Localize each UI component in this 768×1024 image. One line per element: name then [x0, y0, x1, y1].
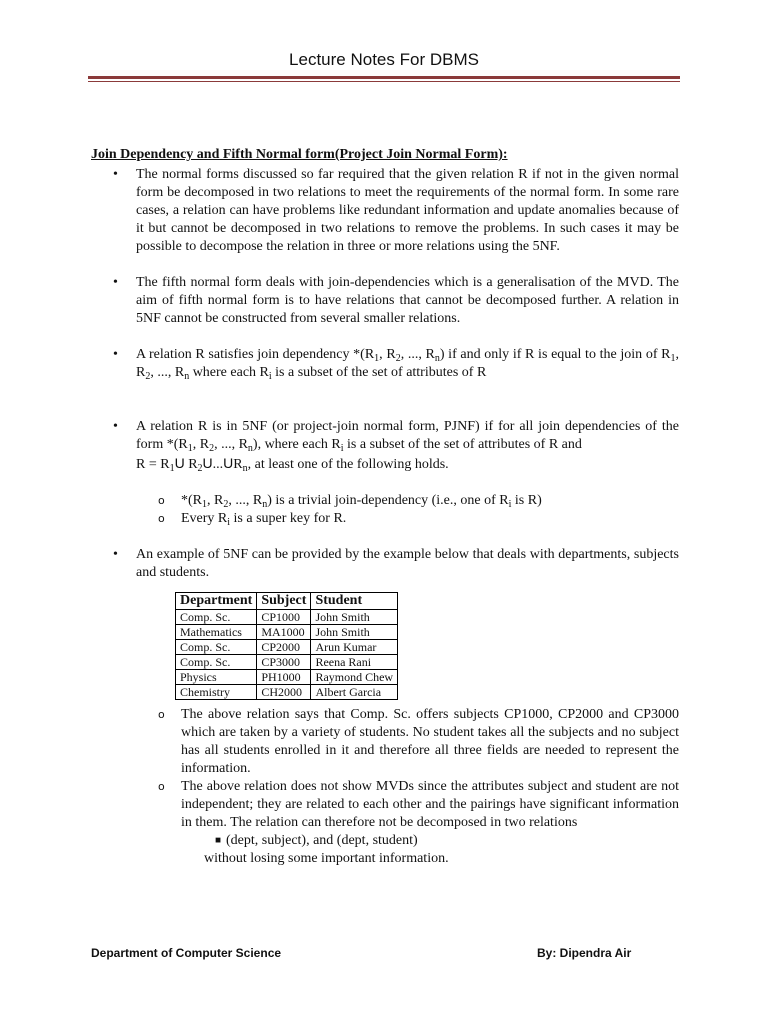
paragraph-join-dependency: • A relation R satisfies join dependency $*(R_1$, $R_2$, ..., $R_n$) if and only if R is equal to the join of $R_1$, $R_2$, ..., $R_n$ where each $R_i$ is a subset of the set of attributes of R: [113, 347, 679, 382]
table-cell: John Smith: [311, 610, 398, 625]
table-row: [176, 640, 398, 655]
header-rule-thin: [88, 81, 680, 82]
table-cell: Mathematics: [176, 625, 257, 640]
table-cell: CP3000: [257, 655, 311, 670]
paragraph-5nf-definition: • A relation R is in 5NF (or project-join normal form, PJNF) if for all join dependencies of the form $*(R_1$, $R_2$, ..., $R_n$), where each $R_i$ is a subset of the set of attributes of R and $R = R_1U$ $R_2U...UR_n$, at least one of the following holds.: [113, 419, 679, 474]
union-icon: U: [202, 455, 213, 471]
observation-tail: without losing some important information.: [204, 851, 449, 866]
decomposition-item: ■ (dept, subject), and (dept, student): [215, 833, 418, 848]
table-header-row: [176, 593, 398, 610]
circle-bullet-icon: o: [158, 708, 165, 721]
table-cell: Raymond Chew: [311, 670, 398, 685]
table-cell: John Smith: [311, 625, 398, 640]
column-header: Department: [176, 593, 257, 610]
circle-bullet-icon: o: [158, 494, 165, 507]
bullet-icon: •: [113, 547, 118, 562]
footer-department: Department of Computer Science: [91, 946, 282, 960]
circle-bullet-icon: o: [158, 512, 165, 525]
bullet-icon: •: [113, 347, 118, 362]
table-cell: CP2000: [257, 640, 311, 655]
square-bullet-icon: ■: [215, 835, 222, 846]
table-row: [176, 610, 398, 625]
column-header: Subject: [257, 593, 311, 610]
table-row: [176, 685, 398, 700]
table-cell: Chemistry: [176, 685, 257, 700]
observation-offers: o The above relation says that Comp. Sc. offers subjects CP1000, CP2000 and CP3000 which are taken by a variety of students. No student takes all the subjects and no subject has all students enrolled in it and therefore all three fields are needed to represent the information.: [158, 707, 679, 776]
table-cell: Physics: [176, 670, 257, 685]
table-cell: Comp. Sc.: [176, 655, 257, 670]
paragraph-fifth-normal-form: • The fifth normal form deals with join-dependencies which is a generalisation of the MVD. The aim of fifth normal form is to have relations that cannot be decomposed further. A relation in 5NF cannot be constructed from several smaller relations.: [113, 275, 679, 326]
header-title: Lecture Notes For DBMS: [289, 50, 479, 69]
union-icon: U: [174, 455, 185, 471]
table-cell: Reena Rani: [311, 655, 398, 670]
bullet-icon: •: [113, 275, 118, 290]
circle-bullet-icon: o: [158, 780, 165, 793]
bullet-icon: •: [113, 167, 118, 182]
union-icon: U: [223, 455, 234, 471]
table-cell: PH1000: [257, 670, 311, 685]
table-cell: CP1000: [257, 610, 311, 625]
table-row: [176, 655, 398, 670]
bullet-icon: •: [113, 419, 118, 434]
table-cell: MA1000: [257, 625, 311, 640]
relation-table: [175, 592, 398, 700]
footer-author: By: Dipendra Air: [537, 946, 632, 960]
condition-trivial: o $*(R_1$, $R_2$, ..., $R_n$) is a trivial join-dependency (i.e., one of $R_i$ is R): [158, 493, 542, 510]
table-cell: Comp. Sc.: [176, 610, 257, 625]
table-row: [176, 670, 398, 685]
condition-superkey: o Every $R_i$ is a super key for R.: [158, 511, 347, 528]
table-cell: CH2000: [257, 685, 311, 700]
observation-no-mvd: o The above relation does not show MVDs since the attributes subject and student are not independent; they are related to each other and the pairings have significant information in them. The relation can therefore not be decomposed in two relations: [158, 779, 679, 830]
header-rule: [88, 76, 680, 79]
table-cell: Albert Garcia: [311, 685, 398, 700]
paragraph-example: • An example of 5NF can be provided by the example below that deals with departments, subjects and students.: [113, 547, 679, 580]
section-heading: Join Dependency and Fifth Normal form(Project Join Normal Form):: [91, 147, 508, 162]
document-body: [91, 146, 679, 868]
column-header: Student: [311, 593, 398, 610]
table-cell: Arun Kumar: [311, 640, 398, 655]
paragraph-normal-forms: • The normal forms discussed so far required that the given relation R if not in the given normal form be decomposed in two relations to meet the requirements of the normal form. In some rare cases, a relation can have problems like redundant information and update anomalies because of it but cannot be decomposed in two relations to remove the problems. In such cases it may be possible to decompose the relation in three or more relations using the 5NF.: [113, 167, 679, 254]
table-row: [176, 625, 398, 640]
table-cell: Comp. Sc.: [176, 640, 257, 655]
